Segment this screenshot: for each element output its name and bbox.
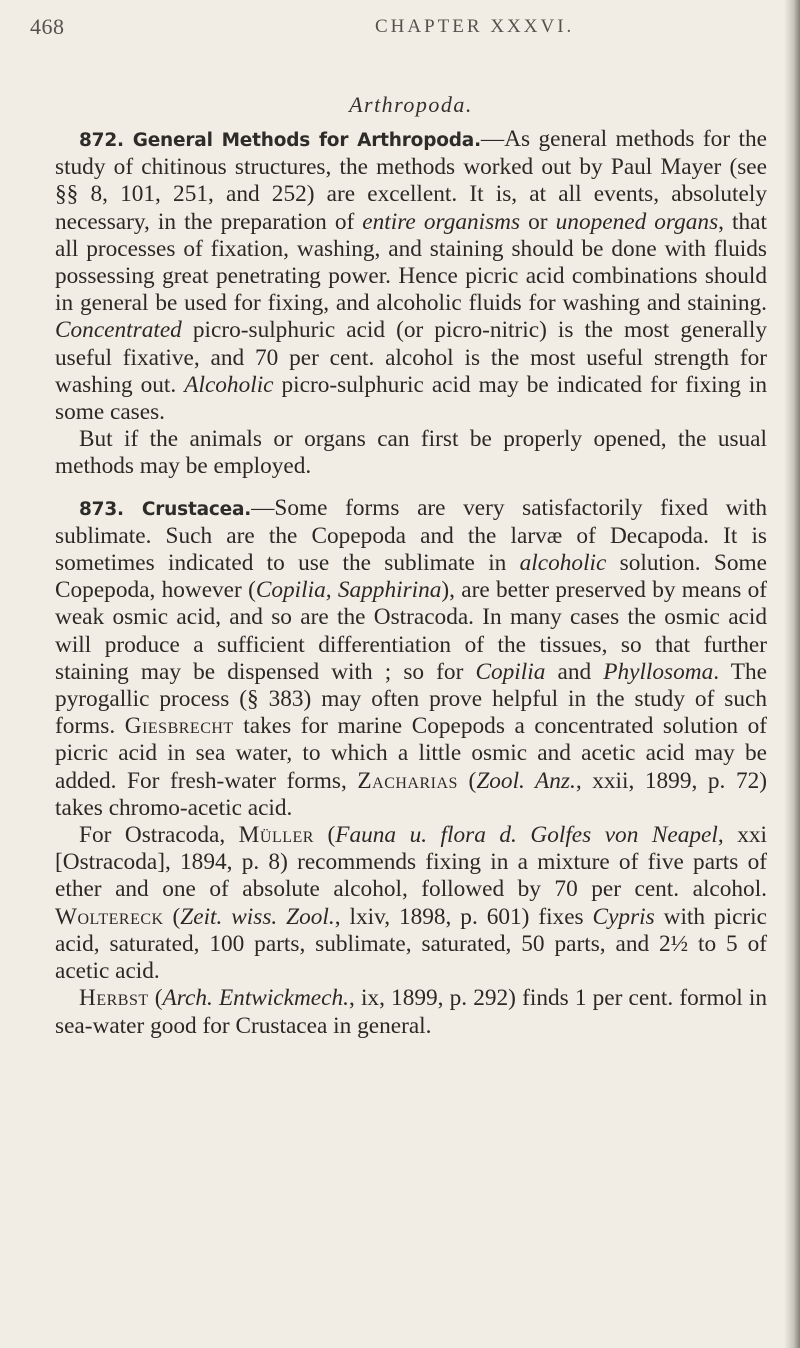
page-header	[30, 14, 790, 44]
body-text	[55, 126, 767, 1040]
paragraph-872: 872. General Methods for Arthropoda.—As general methods for the study of chitinous structures, the methods worked out by Paul Mayer (see §§ 8, 101, 251, and 252) are excellent. It is, at all events, absolutely necessary, in the preparation of entire organisms or unopened organs, that all processes of fixation, washing, and staining should be done with fluids possessing great penetrating power. Hence picric acid combinations should in general be used for fixing, and alcoholic fluids for washing and staining. Concentrated picro-sulphuric acid (or picro-nitric) is the most generally useful fixative, and 70 per cent. alcohol is the most useful strength for washing out. Alcoholic picro-sulphuric acid may be indicated for fixing in some cases.	[55, 126, 767, 426]
author-name: Giesbrecht	[124, 713, 234, 740]
author-name: Müller	[238, 822, 314, 849]
paragraph-873: 873. Crustacea.—Some forms are very satisfactorily fixed with sublimate. Such are the Copepoda and the larvæ of Decapoda. It is sometimes indicated to use the sublimate in alcoholic solution. Some Copepoda, however (Copilia, Sapphirina), are better preserved by means of weak osmic acid, and so are the Ostracoda. In many cases the osmic acid will produce a sufficient differentiation of the tissues, so that further staining may be dispensed with ; so for Copilia and Phyllosoma. The pyrogallic process (§ 383) may often prove helpful in the study of such forms. Giesbrecht takes for marine Copepods a concentrated solution of picric acid in sea water, to which a little osmic and acetic acid may be added. For fresh-water forms, Zacharias (Zool. Anz., xxii, 1899, p. 72) takes chromo-acetic acid.	[55, 494, 768, 821]
section-heading-872: 872. General Methods for Arthropoda.	[79, 130, 481, 151]
section-heading-873: 873. Crustacea.	[79, 498, 252, 520]
page-edge-shadow	[784, 0, 800, 1348]
author-name: Woltereck	[55, 903, 164, 930]
paragraph-herbst: Herbst (Arch. Entwickmech., ix, 1899, p. 292) finds 1 per cent. formol in sea-water good for Crustacea in general.	[55, 985, 767, 1039]
author-name: Herbst	[79, 985, 149, 1012]
paragraph-872-continued: But if the animals or organs can first be properly opened, the usual methods may be employed.	[55, 426, 767, 480]
paragraph-ostracoda: For Ostracoda, Müller (Fauna u. flora d. Golfes von Neapel, xxi [Ostracoda], 1894, p. 8) recommends fixing in a mixture of five parts of ether and one of absolute alcohol, followed by 70 per cent. alcohol. Woltereck (Zeit. wiss. Zool., lxiv, 1898, p. 601) fixes Cypris with picric acid, saturated, 100 parts, sublimate, saturated, 50 parts, and 2½ to 5 of acetic acid.	[55, 822, 767, 985]
section-title: Arthropoda.	[349, 92, 473, 117]
author-name: Zacharias	[357, 767, 458, 794]
page-number: 468	[30, 14, 65, 39]
running-head: CHAPTER XXXVI.	[375, 16, 575, 37]
